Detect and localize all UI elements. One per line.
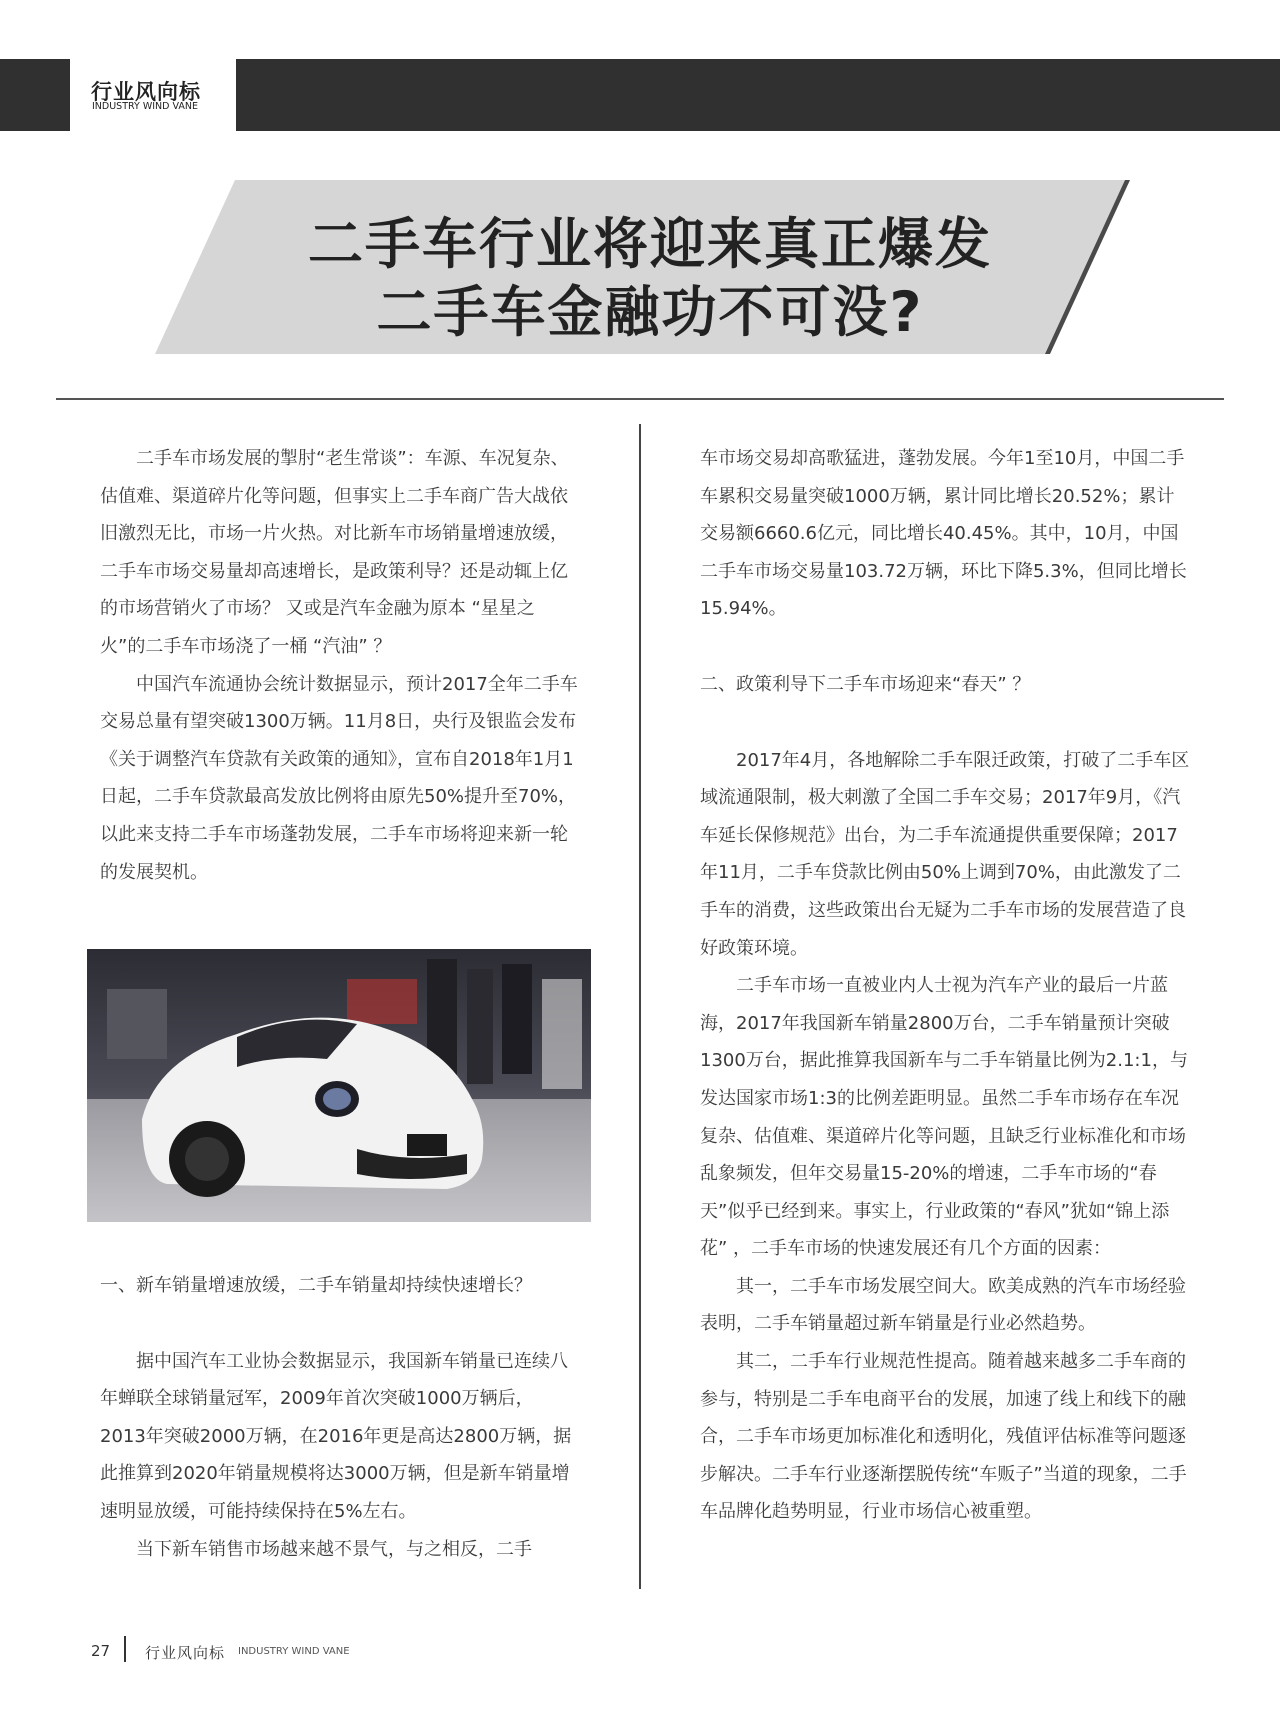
top-divider [56, 398, 1224, 400]
right-column [700, 440, 1192, 1531]
paragraph: 当下新车销售市场越来越不景气，与之相反，二手 [136, 1538, 532, 1560]
footer-section-title: 行业风向标 [145, 1644, 226, 1662]
footer-section-subtitle: INDUSTRY WIND VANE [238, 1646, 350, 1657]
paragraph: 二手车市场一直被业内人士视为汽车产业的最后一片蓝海，2017年我国新车销量2800万台，二手车销量预计突破1300万台，据此推算我国新车与二手车销量比例为2.1:1，与发达国家市场1:3的比例差距明显。虽然二手车市场存在车况复杂、估值难、渠道碎片化等问题，且缺乏行业标准化和市场乱象频发，但年交易量15-20%的增速，二手车市场的“春天”似乎已经到来。事实上，行业政策的“春风”犹如“锦上添花” ，二手车市场的快速发展还有几个方面的因素： [700, 975, 1188, 1260]
paragraph: 2017年4月，各地解除二手车限迁政策，打破了二手车区域流通限制，极大刺激了全国二手车交易；2017年9月，《汽车延长保修规范》出台，为二手车流通提供重要保障；2017年11月，二手车贷款比例由50%上调到70%，由此激发了二手车的消费，这些政策出台无疑为二手车市场的发展营造了良好政策环境。 [700, 749, 1190, 959]
car-photo [87, 949, 591, 1222]
page-number: 27 [91, 1642, 111, 1660]
left-column-top [100, 440, 578, 891]
section-title: 行业风向标 [91, 80, 201, 104]
article-title-line1: 二手车行业将迎来真正爆发 [307, 212, 992, 276]
paragraph: 车市场交易却高歌猛进，蓬勃发展。今年1至10月，中国二手车累积交易量突破1000万辆，累计同比增长20.52%；累计交易额6660.6亿元，同比增长40.45%。其中，10月，中国二手车市场交易量103.72万辆，环比下降5.3%，但同比增长15.94%。 [700, 448, 1187, 620]
paragraph: 其二，二手车行业规范性提高。随着越来越多二手车商的参与，特别是二手车电商平台的发展，加速了线上和线下的融合，二手车市场更加标准化和透明化，残值评估标准等问题逐步解决。二手车行业逐渐摆脱传统“车贩子”当道的现象，二手车品牌化趋势明显，行业市场信心被重塑。 [700, 1351, 1187, 1523]
section-subtitle: INDUSTRY WIND VANE [92, 101, 198, 112]
car-illustration [87, 949, 591, 1222]
article-title-line2: 二手车金融功不可没? [376, 280, 924, 344]
paragraph: 中国汽车流通协会统计数据显示，预计2017全年二手车交易总量有望突破1300万辆。11月8日，央行及银监会发布《关于调整汽车贷款有关政策的通知》，宣布自2018年1月1日起，二手车贷款最高发放比例将由原先50%提升至70%，以此来支持二手车市场蓬勃发展，二手车市场将迎来新一轮的发展契机。 [100, 673, 578, 883]
section-heading: 一、新车销量增速放缓，二手车销量却持续快速增长？ [100, 1275, 532, 1296]
paragraph: 其一，二手车市场发展空间大。欧美成熟的汽车市场经验表明，二手车销量超过新车销量是行业必然趋势。 [700, 1275, 1186, 1335]
paragraph: 二手车市场发展的掣肘“老生常谈”：车源、车况复杂、估值难、渠道碎片化等问题，但事实上二手车商广告大战依旧激烈无比，市场一片火热。对比新车市场销量增速放缓，二手车市场交易量却高速增长，是政策利导？还是动辄上亿的市场营销火了市场？ 又或是汽车金融为原本 “星星之火”的二手车市场浇了一桶 “汽油” ？ [100, 448, 569, 657]
paragraph: 据中国汽车工业协会数据显示，我国新车销量已连续八年蝉联全球销量冠军，2009年首次突破1000万辆后， 2013年突破2000万辆，在2016年更是高达2800万辆，据此推算到2020年销量规模将达3000万辆，但是新车销量增速明显放缓，可能持续保持在5%左右。 [100, 1350, 572, 1522]
section-heading: 二、政策利导下二手车市场迎来“春天” ？ [700, 673, 1031, 695]
column-divider [639, 424, 641, 1589]
left-column-bottom [100, 1267, 578, 1568]
footer-separator [124, 1636, 126, 1662]
